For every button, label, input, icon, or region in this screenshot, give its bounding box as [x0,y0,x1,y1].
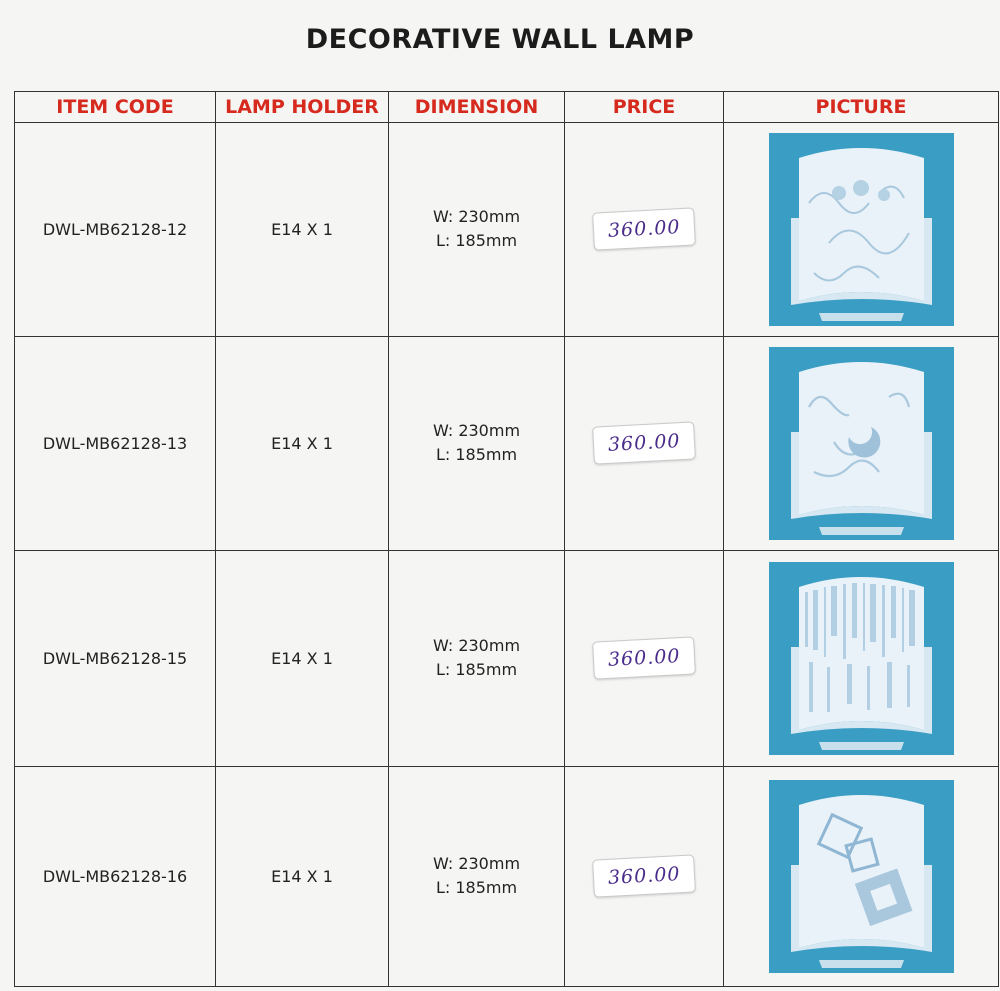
price-tag: 360.00 [592,422,696,465]
item-code-cell: DWL-MB62128-15 [15,550,216,766]
header-lamp-holder: LAMP HOLDER [216,92,389,123]
price-cell [565,550,724,766]
price-cell [565,766,724,986]
picture-cell [724,766,999,986]
dimension-cell [389,336,565,550]
header-price: PRICE [565,92,724,123]
price-tag: 360.00 [592,208,696,251]
lamp-picture-stripes [769,562,954,755]
lamp-holder-cell: E14 X 1 [216,766,389,986]
item-code-cell: DWL-MB62128-12 [15,123,216,337]
lamp-picture-swirl [769,347,954,540]
product-table [14,91,999,987]
table-header-row [15,92,999,123]
price-tag: 360.00 [592,637,696,680]
header-dimension: DIMENSION [389,92,565,123]
page-title: DECORATIVE WALL LAMP [305,24,695,55]
lamp-picture-squares [769,780,954,973]
lamp-picture-floral [769,133,954,326]
table-row [15,550,999,766]
dimension-width: W: 230mm [432,854,521,874]
dimension-cell [389,766,565,986]
dimension-length: L: 185mm [435,660,518,680]
picture-cell [724,550,999,766]
header-picture: PICTURE [724,92,999,123]
price-cell [565,336,724,550]
dimension-length: L: 185mm [435,878,518,898]
picture-cell [724,123,999,337]
price-cell [565,123,724,337]
table-row [15,766,999,986]
dimension-width: W: 230mm [432,421,521,441]
lamp-holder-cell: E14 X 1 [216,336,389,550]
dimension-length: L: 185mm [435,445,518,465]
dimension-length: L: 185mm [435,231,518,251]
price-tag: 360.00 [592,855,696,898]
table-row [15,123,999,337]
dimension-cell [389,123,565,337]
picture-cell [724,336,999,550]
lamp-holder-cell: E14 X 1 [216,123,389,337]
dimension-width: W: 230mm [432,207,521,227]
dimension-cell [389,550,565,766]
item-code-cell: DWL-MB62128-13 [15,336,216,550]
header-item-code: ITEM CODE [15,92,216,123]
dimension-width: W: 230mm [432,636,521,656]
table-row [15,336,999,550]
item-code-cell: DWL-MB62128-16 [15,766,216,986]
lamp-holder-cell: E14 X 1 [216,550,389,766]
